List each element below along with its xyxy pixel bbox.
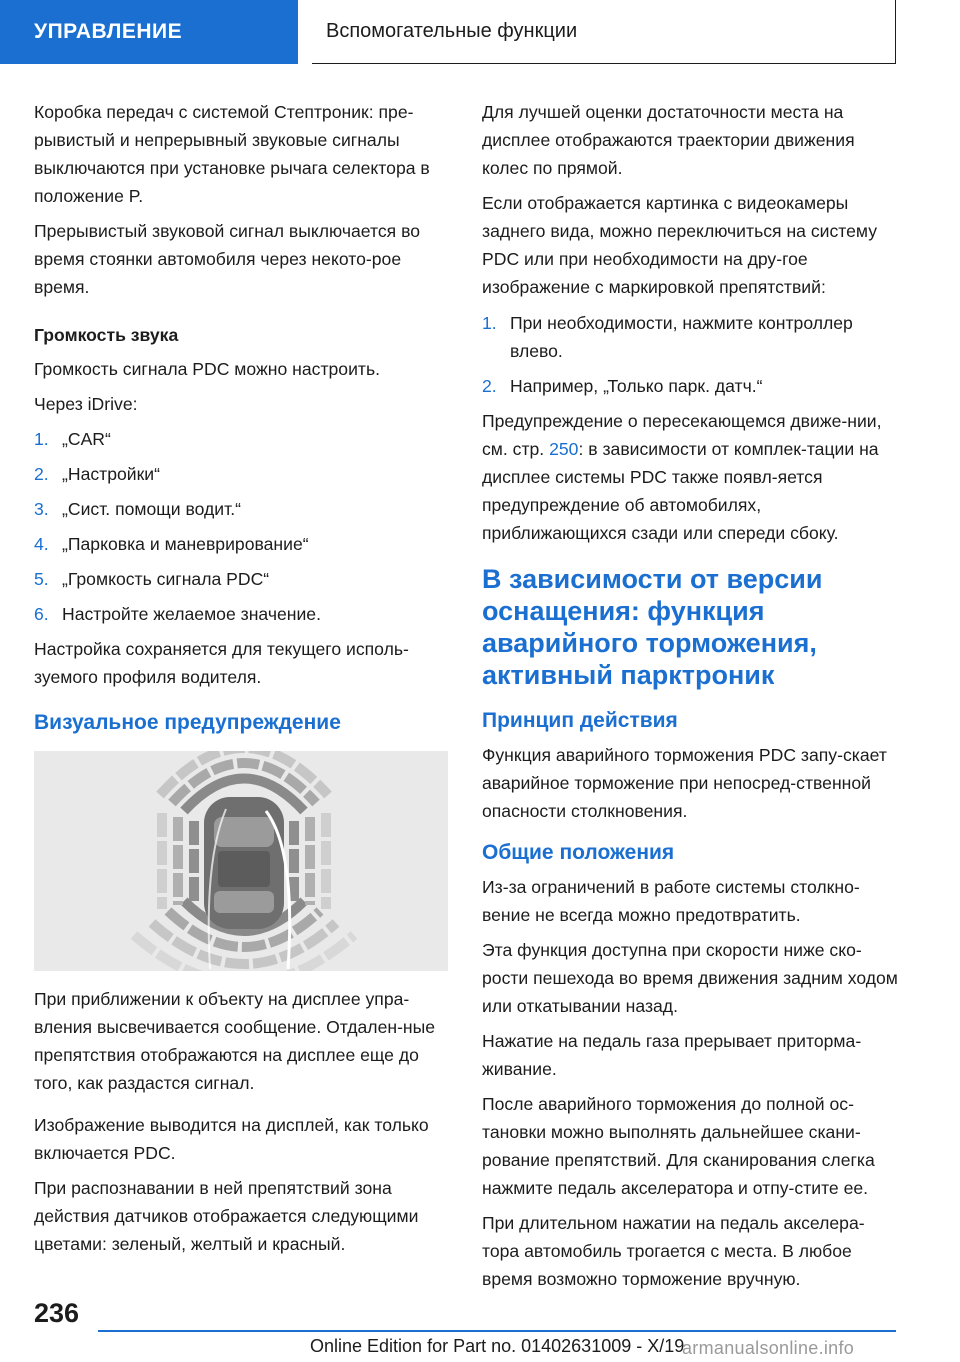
right-column	[482, 98, 898, 1300]
footer-divider	[98, 1330, 896, 1332]
paragraph: Прерывистый звуковой сигнал выключается во время стоянки автомобиля через некото‐рое время.	[34, 221, 421, 297]
paragraph-text: : в зависимости от комплек‐тации на дисплее системы PDC также появл‐яется предупреждение об автомобилях, приближающихся сзади или спереди сбоку.	[482, 439, 879, 543]
step-text: „CAR“	[62, 429, 111, 449]
paragraph	[482, 407, 898, 547]
step-text: При необходимости, нажмите контроллер влево.	[510, 313, 853, 361]
paragraph: Если отображается картинка с видеокамеры заднего вида, можно переключиться на систему PDC или при необходимости на дру‐гое изображение с маркировкой препятствий:	[482, 193, 877, 297]
pdc-display-illustration	[34, 751, 448, 971]
step-text: „Громкость сигнала PDC“	[62, 569, 270, 589]
step-number: 2.	[482, 376, 497, 396]
emergency-braking-heading: В зависимости от версии оснащения: функция аварийного торможения, активный парктроник	[482, 564, 823, 690]
paragraph: При длительном нажатии на педаль акселера‐тора автомобиль трогается с места. В любое время возможно торможение вручную.	[482, 1213, 865, 1289]
step-number: 6.	[34, 604, 49, 624]
paragraph: Коробка передач с системой Стептроник: пре‐рывистый и непрерывный звуковые сигналы выключаются при установке рычага селектора в положение P.	[34, 102, 430, 206]
watermark: armanualsonline.info	[682, 1338, 855, 1358]
list-item	[482, 309, 898, 365]
step-number: 3.	[34, 499, 49, 519]
step-number: 1.	[34, 429, 49, 449]
paragraph-text: Предупреждение о пересекающемся движе‐нии, см. стр.	[482, 411, 882, 459]
list-item	[34, 565, 450, 593]
step-number: 5.	[34, 569, 49, 589]
page-number: 236	[34, 1298, 80, 1328]
step-text: Например, „Только парк. датч.“	[510, 376, 763, 396]
visual-warning-heading: Визуальное предупреждение	[34, 711, 341, 734]
section-header: УПРАВЛЕНИЕ	[0, 0, 298, 64]
step-number: 1.	[482, 313, 497, 333]
chapter-header: Вспомогательные функции	[312, 0, 896, 64]
step-text: „Парковка и маневрирование“	[62, 534, 309, 554]
step-number: 2.	[34, 464, 49, 484]
idrive-steps-list	[34, 425, 450, 628]
list-item	[34, 460, 450, 488]
list-item	[34, 425, 450, 453]
list-item	[482, 372, 898, 400]
principle-heading: Принцип действия	[482, 709, 678, 732]
paragraph: Для лучшей оценки достаточности места на дисплее отображаются траектории движения колес по прямой.	[482, 102, 855, 178]
step-text: „Настройки“	[62, 464, 160, 484]
paragraph: После аварийного торможения до полной ос‐тановки можно выполнять дальнейшее скани‐рование препятствий. Для сканирования слегка нажмите педаль акселератора и отпу‐стите ее.	[482, 1094, 875, 1198]
paragraph: Через iDrive:	[34, 394, 138, 414]
paragraph: Нажатие на педаль газа прерывает приторма‐живание.	[482, 1031, 862, 1079]
step-text: „Сист. помощи водит.“	[62, 499, 241, 519]
paragraph: Громкость сигнала PDC можно настроить.	[34, 359, 381, 379]
paragraph: Изображение выводится на дисплей, как только включается PDC.	[34, 1115, 429, 1163]
general-heading: Общие положения	[482, 841, 675, 864]
switch-view-steps-list	[482, 309, 898, 400]
step-text: Настройте желаемое значение.	[62, 604, 321, 624]
edition-footer: Online Edition for Part no. 01402631009 - X/19	[310, 1336, 685, 1356]
page-reference-link[interactable]: 250	[549, 439, 579, 459]
paragraph: Функция аварийного торможения PDC запу‐скает аварийное торможение при непосред‐ственной опасности столкновения.	[482, 745, 887, 821]
paragraph: Эта функция доступна при скорости ниже ско‐рости пешехода во время движения задним ходом или откатывании назад.	[482, 940, 898, 1016]
parking-sensor-image	[34, 751, 448, 971]
step-number: 4.	[34, 534, 49, 554]
paragraph: Из-за ограничений в работе системы столкно‐вение не всегда можно предотвратить.	[482, 877, 860, 925]
list-item	[34, 600, 450, 628]
list-item	[34, 530, 450, 558]
paragraph: При приближении к объекту на дисплее упра‐вления высвечивается сообщение. Отдален‐ные препятствия отображаются на дисплее еще до того, как раздастся сигнал.	[34, 989, 436, 1093]
list-item	[34, 495, 450, 523]
left-column	[34, 98, 450, 1265]
paragraph: Настройка сохраняется для текущего исполь‐зуемого профиля водителя.	[34, 639, 409, 687]
paragraph: При распознавании в ней препятствий зона действия датчиков отображается следующими цветами: зеленый, желтый и красный.	[34, 1178, 419, 1254]
volume-heading: Громкость звука	[34, 325, 179, 345]
